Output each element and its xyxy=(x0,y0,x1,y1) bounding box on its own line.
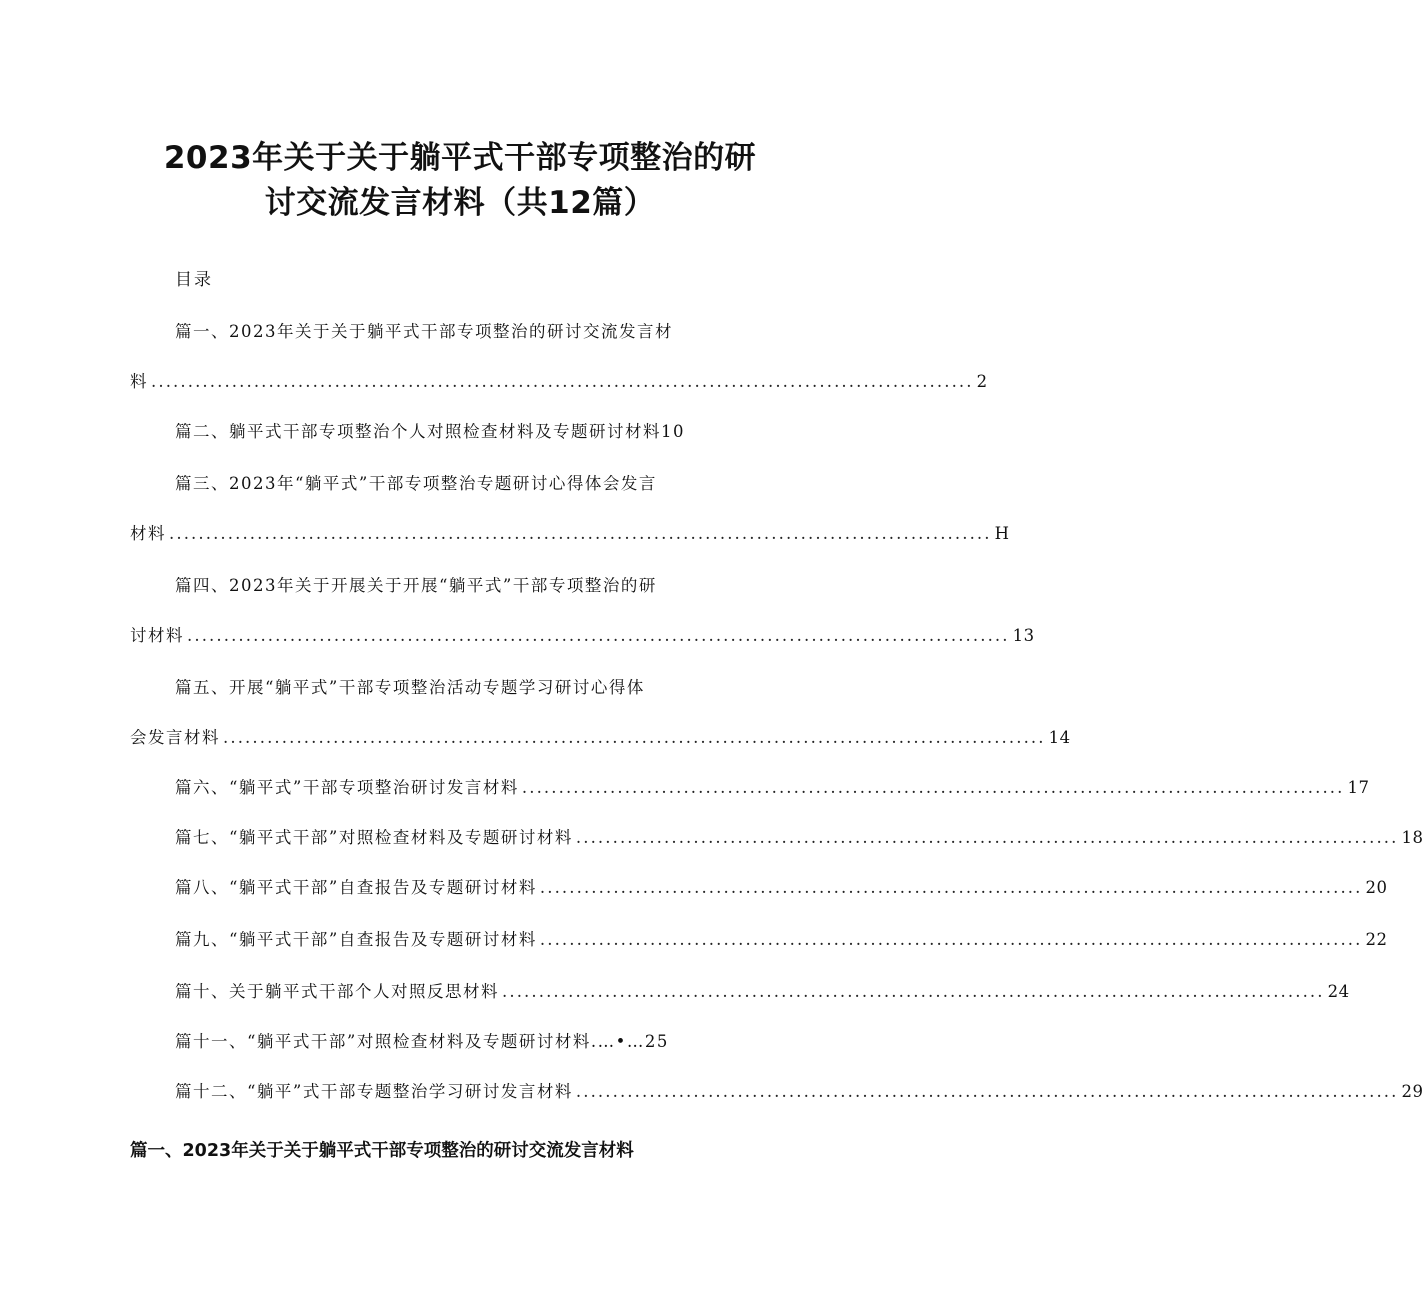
document-title-line-2: 讨交流发言材料（共12篇） xyxy=(264,185,656,221)
toc-entry-11[interactable]: 篇十一、“躺平式干部”对照检查材料及专题研讨材料.…•…25 xyxy=(175,1032,669,1051)
toc-entry-1-first-line[interactable]: 篇一、2023年关于关于躺平式干部专项整治的研讨交流发言材 xyxy=(175,322,673,341)
toc-entry-6[interactable] xyxy=(175,774,1370,802)
toc-entry-1-text: 料 xyxy=(130,372,148,391)
toc-entry-12[interactable] xyxy=(175,1078,1424,1106)
toc-entry-4-leader: ................................................................................................................ xyxy=(187,626,1010,645)
toc-entry-10[interactable] xyxy=(175,978,1350,1006)
toc-entry-12-text: 篇十二、“躺平”式干部专题整治学习研讨发言材料 xyxy=(175,1082,573,1101)
toc-entry-12-leader: ................................................................................................................ xyxy=(575,1082,1399,1101)
toc-entry-8-text: 篇八、“躺平式干部”自查报告及专题研讨材料 xyxy=(175,878,537,897)
toc-entry-10-page: 24 xyxy=(1327,982,1350,1001)
toc-entry-10-leader: ................................................................................................................ xyxy=(502,982,1325,1001)
toc-entry-9[interactable] xyxy=(175,926,1388,954)
toc-entry-9-page: 22 xyxy=(1365,930,1388,949)
toc-entry-7-text: 篇七、“躺平式干部”对照检查材料及专题研讨材料 xyxy=(175,828,573,847)
toc-entry-4-second-line[interactable] xyxy=(130,622,1035,650)
toc-entry-5-second-line[interactable] xyxy=(130,724,1071,752)
toc-entry-6-leader: ................................................................................................................ xyxy=(521,778,1345,797)
toc-entry-9-text: 篇九、“躺平式干部”自查报告及专题研讨材料 xyxy=(175,930,537,949)
toc-entry-2[interactable]: 篇二、躺平式干部专项整治个人对照检查材料及专题研讨材料10 xyxy=(175,422,685,441)
toc-entry-1-page: 2 xyxy=(976,372,988,391)
toc-entry-9-leader: ................................................................................................................ xyxy=(539,930,1363,949)
toc-entry-4-page: 13 xyxy=(1012,626,1035,645)
toc-entry-8[interactable] xyxy=(175,874,1388,902)
document-title-line-1: 2023年关于关于躺平式干部专项整治的研 xyxy=(163,140,757,176)
toc-entry-3-second-line[interactable] xyxy=(130,520,1010,548)
toc-entry-3-leader: ................................................................................................................ xyxy=(169,524,992,543)
toc-entry-3-text: 材料 xyxy=(130,524,166,543)
toc-entry-7-leader: ................................................................................................................ xyxy=(575,828,1399,847)
section-heading: 篇一、2023年关于关于躺平式干部专项整治的研讨交流发言材料 xyxy=(130,1141,634,1161)
toc-entry-7-page: 18 xyxy=(1401,828,1424,847)
toc-label: 目录 xyxy=(175,270,213,290)
toc-entry-5-first-line[interactable]: 篇五、开展“躺平式”干部专项整治活动专题学习研讨心得体 xyxy=(175,678,645,697)
toc-entry-7[interactable] xyxy=(175,824,1424,852)
toc-entry-8-leader: ................................................................................................................ xyxy=(539,878,1363,897)
toc-entry-1-second-line[interactable] xyxy=(130,368,988,396)
toc-entry-5-leader: ................................................................................................................ xyxy=(223,728,1046,747)
toc-entry-5-page: 14 xyxy=(1048,728,1071,747)
toc-entry-4-first-line[interactable]: 篇四、2023年关于开展关于开展“躺平式”干部专项整治的研 xyxy=(175,576,657,595)
toc-entry-10-text: 篇十、关于躺平式干部个人对照反思材料 xyxy=(175,982,499,1001)
toc-entry-6-page: 17 xyxy=(1347,778,1370,797)
toc-entry-6-text: 篇六、“躺平式”干部专项整治研讨发言材料 xyxy=(175,778,519,797)
toc-entry-3-page: H xyxy=(994,524,1010,543)
toc-entry-3-first-line[interactable]: 篇三、2023年“躺平式”干部专项整治专题研讨心得体会发言 xyxy=(175,474,657,493)
toc-entry-8-page: 20 xyxy=(1365,878,1388,897)
toc-entry-5-text: 会发言材料 xyxy=(130,728,220,747)
toc-entry-4-text: 讨材料 xyxy=(130,626,184,645)
toc-entry-12-page: 29 xyxy=(1401,1082,1424,1101)
toc-entry-1-leader: ................................................................................................................ xyxy=(151,372,974,391)
